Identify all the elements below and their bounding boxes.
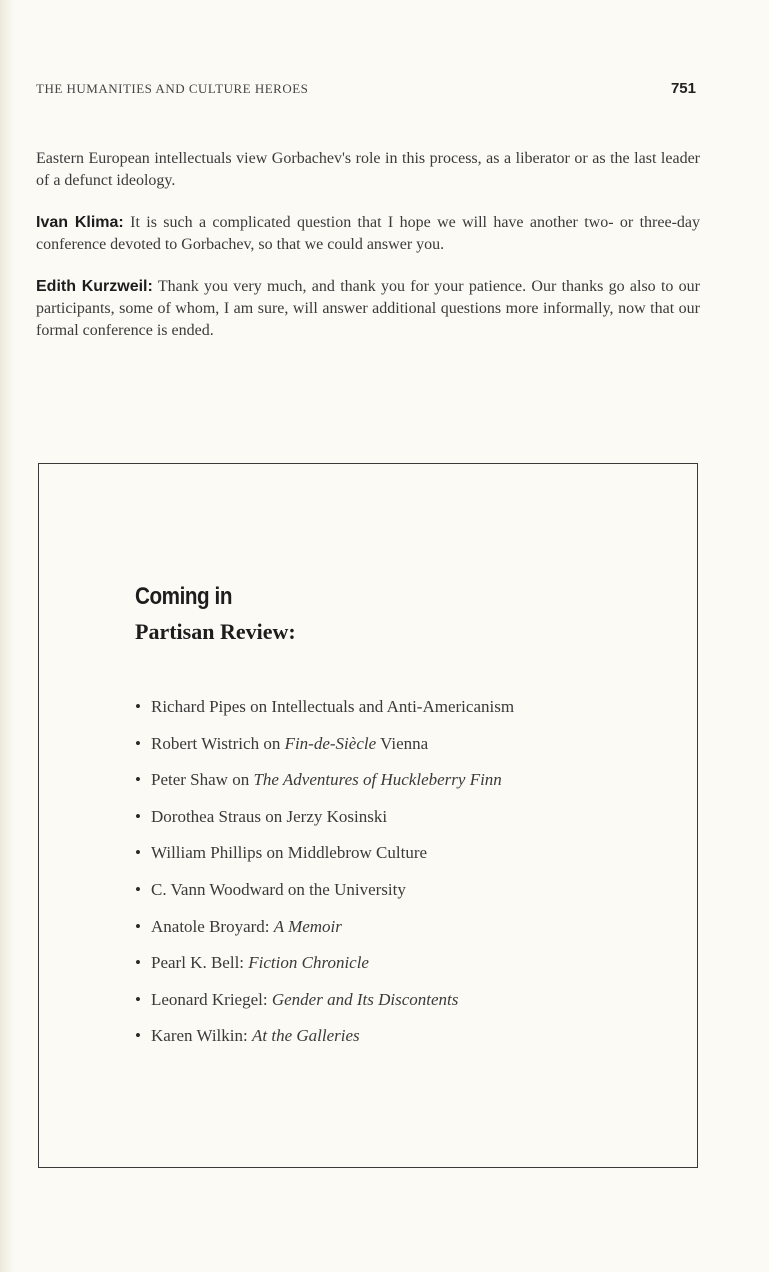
list-item <box>135 733 514 770</box>
speaker-name: Edith Kurzweil: <box>36 278 153 295</box>
bullet-icon: • <box>135 770 141 790</box>
paragraph <box>36 276 700 342</box>
list-item <box>135 769 514 806</box>
page-gutter-shadow <box>0 0 14 1272</box>
item-title-italic: Fin-de-Siècle <box>284 733 377 753</box>
list-item <box>135 916 514 953</box>
ad-contents-list <box>135 696 514 1062</box>
item-text: Karen Wilkin: <box>151 1026 252 1046</box>
item-text: Dorothea Straus on Jerzy Kosinski <box>151 806 388 826</box>
paragraph-text: Thank you very much, and thank you for your patience. Our thanks go also to our participants, some of whom, I am sure, will answer additional questions more informally, now that our formal conference is ended. <box>36 278 701 339</box>
running-head <box>36 80 696 100</box>
bullet-icon: • <box>135 989 141 1009</box>
item-text: William Phillips on Middlebrow Culture <box>151 843 428 863</box>
bullet-icon: • <box>135 806 141 826</box>
item-title-italic: At the Galleries <box>251 1026 360 1046</box>
paragraph <box>36 212 700 256</box>
list-item <box>135 879 514 916</box>
bullet-icon: • <box>135 1026 141 1046</box>
item-text: Peter Shaw on <box>151 770 254 790</box>
paragraph <box>36 148 700 192</box>
item-title-italic: The Adventures of Huckleberry Finn <box>253 770 502 790</box>
list-item <box>135 989 514 1026</box>
list-item <box>135 842 514 879</box>
bullet-icon: • <box>135 953 141 973</box>
advertisement-box <box>38 463 698 1168</box>
item-text: C. Vann Woodward on the University <box>151 879 406 899</box>
body-text <box>36 148 700 362</box>
item-title-italic: Fiction Chronicle <box>248 953 369 973</box>
list-item <box>135 806 514 843</box>
item-text-after: Vienna <box>376 733 429 753</box>
item-text: Pearl K. Bell: <box>151 953 249 973</box>
item-title-italic: Gender and Its Discontents <box>271 989 459 1009</box>
item-text: Anatole Broyard: <box>151 916 274 936</box>
ad-journal-name: Partisan Review: <box>135 619 296 644</box>
list-item <box>135 696 514 733</box>
item-text: Robert Wistrich on <box>151 733 285 753</box>
bullet-icon: • <box>135 733 141 753</box>
paragraph-text: It is such a complicated question that I hope we will have another two- or three-day conference devoted to Gorbachev, so that we could answer you. <box>36 214 701 253</box>
page-number: 751 <box>670 80 696 97</box>
speaker-name: Ivan Klima: <box>36 214 124 231</box>
list-item <box>135 952 514 989</box>
running-head-title: THE HUMANITIES AND CULTURE HEROES <box>36 81 309 96</box>
item-title-italic: A Memoir <box>273 916 342 936</box>
paragraph-text: Eastern European intellectuals view Gorbachev's role in this process, as a liberator or as the last leader of a defunct ideology. <box>36 150 700 189</box>
bullet-icon: • <box>135 843 141 863</box>
bullet-icon: • <box>135 697 141 716</box>
ad-heading: Coming in <box>135 583 233 610</box>
bullet-icon: • <box>135 879 141 899</box>
bullet-icon: • <box>135 916 141 936</box>
item-text: Leonard Kriegel: <box>151 989 272 1009</box>
item-text: Richard Pipes on Intellectuals and Anti-Americanism <box>151 697 515 716</box>
list-item <box>135 1025 514 1062</box>
